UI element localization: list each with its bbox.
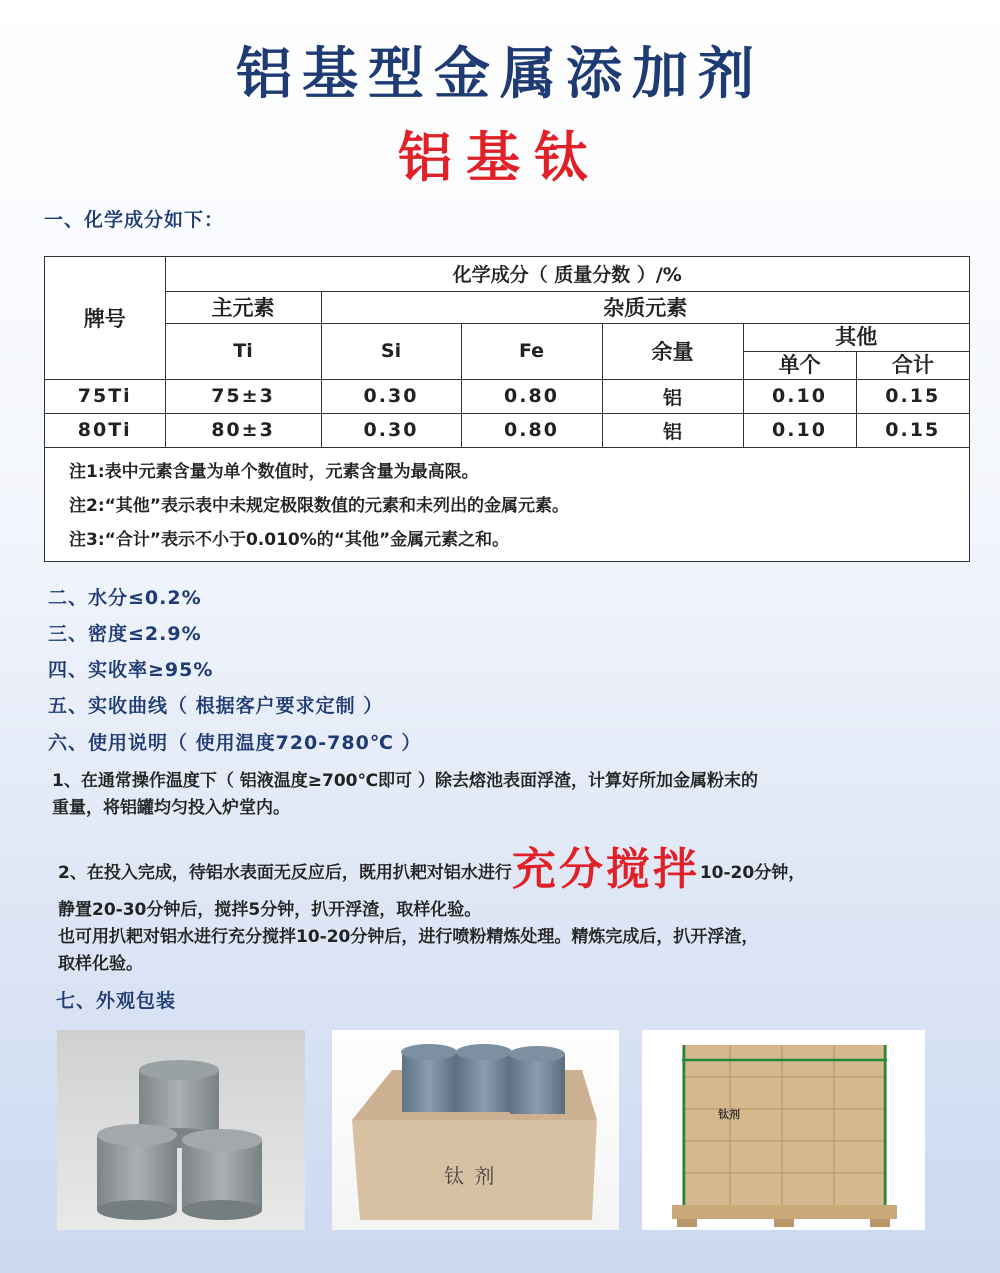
note-3: 注3:“合计”表示不小于0.010%的“其他”金属元素之和。 [69, 530, 510, 550]
instruction-step-1 [52, 768, 758, 822]
step2-prefix: 2、在投入完成，待铝水表面无反应后，既用扒耙对铝水进行 [58, 863, 512, 883]
table-notes [69, 455, 569, 557]
fe-cell: 0.80 [461, 413, 602, 447]
property-usage: 六、使用说明（ 使用温度720-780℃ ） [48, 732, 422, 754]
photo-pallet [642, 1030, 925, 1230]
box-image [332, 1030, 619, 1230]
composition-table-box [44, 256, 970, 562]
total-cell: 0.15 [856, 379, 969, 413]
pallet-image [642, 1030, 925, 1230]
total-header: 合计 [891, 352, 934, 377]
fe-cell: 0.80 [461, 379, 602, 413]
impurity-header: 杂质元素 [321, 291, 969, 323]
section-packaging-heading: 七、外观包装 [56, 990, 177, 1012]
property-moisture: 二、水分≤0.2% [48, 587, 202, 609]
step2-line4: 取样化验。 [58, 954, 143, 974]
ti-header: Ti [233, 340, 253, 362]
brand-header: 牌号 [45, 257, 165, 379]
step2-line3: 也可用扒耙对铝水进行充分搅拌10-20分钟后，进行喷粉精炼处理。精炼完成后，扒开浮渣， [58, 927, 759, 947]
step2-suffix: 10-20分钟， [699, 863, 806, 883]
product-name: 铝基钛 [398, 126, 602, 189]
brand-cell: 75Ti [45, 379, 165, 413]
ti-cell: 75±3 [165, 379, 321, 413]
si-cell: 0.30 [321, 379, 461, 413]
step2-line2: 静置20-30分钟后，搅拌5分钟，扒开浮渣，取样化验。 [58, 900, 482, 920]
main-element-header: 主元素 [165, 291, 321, 323]
page-title: 铝基型金属添加剂 [236, 42, 764, 107]
others-cell [743, 323, 969, 379]
balance-header: 余量 [602, 323, 743, 379]
composition-table [45, 257, 969, 448]
note-1: 注1:表中元素含量为单个数值时，元素含量为最高限。 [69, 462, 479, 482]
property-yield-curve: 五、实收曲线（ 根据客户要求定制 ） [48, 695, 384, 717]
step1-line1: 1、在通常操作温度下（ 铝液温度≥700℃即可 ）除去熔池表面浮渣，计算好所加金属粉末的 [52, 771, 758, 791]
cylinders-image [57, 1030, 305, 1230]
photo-cylinders [57, 1030, 305, 1230]
si-header: Si [321, 323, 461, 379]
step2-emphasis: 充分搅拌 [511, 844, 700, 895]
ti-header-cell [165, 323, 321, 379]
section-chemical-heading: 一、化学成分如下： [44, 209, 225, 231]
balance-cell: 铝 [602, 413, 743, 447]
note-2: 注2:“其他”表示表中未规定极限数值的元素和未列出的金属元素。 [69, 496, 569, 516]
ti-cell: 80±3 [165, 413, 321, 447]
fe-header: Fe [461, 323, 602, 379]
carton-label: 钛剂 [718, 1108, 740, 1121]
box-label: 钛 剂 [444, 1164, 497, 1188]
composition-header: 化学成分（ 质量分数 ）/% [165, 257, 969, 291]
table-row [45, 413, 969, 447]
single-header: 单个 [744, 352, 857, 379]
single-cell: 0.10 [743, 413, 856, 447]
brand-cell: 80Ti [45, 413, 165, 447]
instruction-step-2 [58, 843, 805, 978]
photo-box [332, 1030, 619, 1230]
total-cell: 0.15 [856, 413, 969, 447]
property-density: 三、密度≤2.9% [48, 623, 202, 645]
balance-cell: 铝 [602, 379, 743, 413]
property-yield: 四、实收率≥95% [48, 659, 214, 681]
others-header: 其他 [744, 324, 970, 352]
table-row [45, 379, 969, 413]
si-cell: 0.30 [321, 413, 461, 447]
single-cell: 0.10 [743, 379, 856, 413]
step1-line2: 重量，将铝罐均匀投入炉堂内。 [52, 798, 290, 818]
